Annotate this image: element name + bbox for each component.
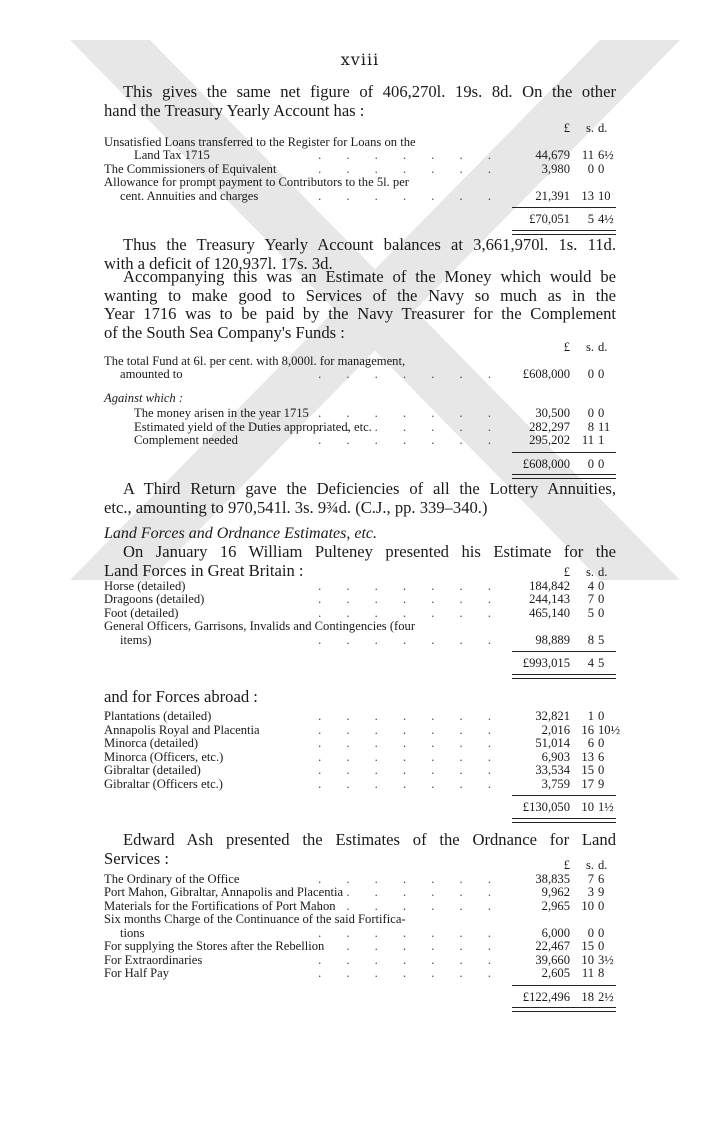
leader-dots: . . . . . . . — [318, 188, 502, 203]
spacer — [104, 382, 616, 392]
amount-pounds: £608,000 — [522, 367, 570, 381]
table-row — [104, 764, 616, 778]
text-line: and for Forces abroad : — [104, 687, 258, 706]
header-pounds: £ — [563, 565, 570, 579]
leader-dots: . . . . . . . — [318, 148, 502, 162]
amount-pounds: 2,965 — [541, 898, 570, 913]
text-line: Edward Ash presented the Estimates of the Ordnance for Land — [123, 830, 616, 849]
row-label: Gibraltar (detailed) — [104, 763, 201, 777]
amount-pence: 0 — [598, 709, 605, 723]
double-rule-row — [104, 815, 616, 823]
amount-shillings: 11 — [581, 966, 594, 980]
row-label: Port Mahon, Gibraltar, Annapolis and Placentia — [104, 885, 344, 899]
amount-pounds: 6,000 — [541, 925, 570, 940]
amount-pence: 6 — [598, 749, 605, 764]
amount-pence: 3½ — [598, 952, 614, 967]
amount-pence: 9 — [598, 776, 605, 791]
leader-dots: . . . . . . . — [318, 592, 502, 606]
amount-pounds: 282,297 — [529, 419, 570, 434]
forces-abroad-table — [104, 709, 621, 823]
table-row — [104, 737, 616, 751]
amount-pounds: 38,835 — [535, 871, 570, 886]
row-label: For Half Pay — [104, 966, 170, 980]
rule-row — [104, 448, 616, 458]
page-number: xviii — [340, 50, 380, 69]
row-label: Horse (detailed) — [104, 578, 186, 593]
amount-pence: 10 — [598, 188, 611, 203]
double-rule — [512, 818, 616, 823]
total-pounds: £993,015 — [522, 656, 570, 670]
amount-shillings: 17 — [581, 776, 594, 791]
treasury-account-table — [104, 122, 616, 235]
amount-shillings: 13 — [581, 749, 594, 764]
leader-dots: . . . . . . . — [318, 605, 502, 620]
total-pence: 0 — [598, 456, 605, 471]
table-row — [104, 634, 616, 648]
amount-pence: 10½ — [598, 722, 621, 737]
text-line: hand the Treasury Yearly Account has : — [104, 100, 365, 120]
text-line: Accompanying this was an Estimate of the Money which would be — [123, 267, 616, 286]
leader-dots: . . . . . . . — [318, 925, 502, 940]
row-label: For supplying the Stores after the Rebellion — [104, 939, 325, 953]
amount-pence: 0 — [598, 406, 605, 420]
header-pence: d. — [598, 565, 608, 579]
total-pence: 2½ — [598, 989, 614, 1004]
amount-pounds: 244,143 — [529, 592, 570, 606]
amount-pounds: 2,605 — [541, 966, 570, 980]
navy-estimate-table — [104, 341, 616, 479]
paragraph-net-figure — [104, 83, 616, 120]
row-label: Plantations (detailed) — [104, 709, 212, 723]
leader-dots: . . . . . . . — [318, 722, 502, 737]
row-label: Materials for the Fortifications of Port Mahon — [104, 898, 336, 913]
text-line: Land Forces in Great Britain : — [104, 560, 304, 580]
section-heading: Land Forces and Ordnance Estimates, etc. — [104, 525, 377, 542]
amount-pounds: 2,016 — [541, 722, 570, 737]
amount-shillings: 4 — [587, 578, 594, 593]
amount-shillings: 7 — [587, 871, 594, 886]
row-label: For Extraordinaries — [104, 952, 203, 967]
row-label: Annapolis Royal and Placentia — [104, 722, 260, 737]
double-rule-row — [104, 471, 616, 479]
table-row — [104, 421, 616, 435]
amount-shillings: 8 — [587, 632, 594, 647]
amount-pence: 1 — [598, 433, 605, 447]
leader-dots: . . . . . . . — [318, 632, 502, 647]
paragraph-lottery — [104, 480, 616, 517]
amount-pence: 0 — [598, 736, 605, 750]
table-row — [104, 778, 616, 792]
row-label: Unsatisfied Loans transferred to the Register for Loans on the — [104, 134, 416, 149]
leader-dots: . . . . . . . — [318, 161, 502, 176]
amount-pounds: 22,467 — [535, 939, 570, 953]
total-row — [104, 801, 616, 815]
row-label: The money arisen in the year 1715 — [134, 406, 309, 420]
amount-shillings: 16 — [581, 722, 594, 737]
amount-pounds: 30,500 — [535, 406, 570, 420]
table-row — [104, 163, 616, 177]
table-row — [104, 967, 616, 981]
sum-rule — [512, 452, 616, 453]
total-pence: 4½ — [598, 212, 614, 226]
double-rule — [512, 1007, 616, 1012]
double-rule — [512, 674, 616, 679]
amount-shillings: 7 — [587, 592, 594, 606]
amount-pence: 0 — [598, 578, 605, 593]
leader-dots: . . . . . . . — [318, 966, 502, 980]
amount-pounds: 32,821 — [535, 709, 570, 723]
text-line: On January 16 William Pulteney presented his Estimate for the — [123, 542, 616, 561]
amount-shillings: 10 — [581, 898, 594, 913]
table-row — [104, 593, 616, 607]
row-label: The total Fund at 6l. per cent. with 8,000l. for management, — [104, 353, 406, 368]
leader-dots: . . . . . . . — [318, 419, 502, 434]
amount-shillings: 11 — [581, 433, 594, 447]
header-pounds: £ — [563, 858, 570, 872]
sum-rule — [512, 795, 616, 796]
text-line: etc., amounting to 970,541l. 3s. 9¾d. (C.J., pp. 339–340.) — [104, 497, 488, 517]
amount-pence: 0 — [598, 161, 605, 176]
amount-pounds: 21,391 — [535, 188, 570, 203]
amount-shillings: 5 — [587, 605, 594, 620]
against-text: Against which : — [104, 390, 184, 405]
table-row — [104, 190, 616, 204]
double-rule-row — [104, 1004, 616, 1012]
total-row — [104, 213, 616, 227]
header-shillings: s. — [585, 565, 594, 579]
row-label: Estimated yield of the Duties appropriated, etc. — [134, 419, 372, 434]
row-label: Foot (detailed) — [104, 605, 179, 620]
paragraph-navy-estimate — [104, 268, 616, 342]
table-row — [104, 368, 616, 382]
amount-shillings: 15 — [581, 939, 594, 953]
text-line: Year 1716 was to be paid by the Navy Treasurer for the Complement — [104, 304, 616, 323]
table-row — [104, 927, 616, 941]
total-shillings: 4 — [587, 656, 594, 670]
row-label: Dragoons (detailed) — [104, 592, 205, 606]
rule-row — [104, 981, 616, 991]
amount-pence: 11 — [598, 419, 611, 434]
ordnance-table — [104, 859, 616, 1012]
header-pence: d. — [598, 858, 608, 872]
text-line: This gives the same net figure of 406,270l. 19s. 8d. On the other — [123, 82, 616, 101]
currency-header — [104, 566, 616, 580]
amount-pence: 0 — [598, 367, 605, 381]
table-row — [104, 607, 616, 621]
total-row — [104, 458, 616, 472]
table-row — [104, 900, 616, 914]
sum-rule — [512, 651, 616, 652]
leader-dots: . . . . . . . — [318, 763, 502, 777]
amount-pence: 6½ — [598, 148, 614, 162]
amount-pence: 0 — [598, 763, 605, 777]
row-label: tions — [120, 925, 145, 940]
amount-shillings: 3 — [587, 885, 594, 899]
amount-pounds: 9,962 — [541, 885, 570, 899]
amount-shillings: 0 — [587, 406, 594, 420]
amount-pounds: 51,014 — [535, 736, 570, 750]
text-line: of the South Sea Company's Funds : — [104, 322, 345, 342]
table-row — [104, 620, 616, 634]
leader-dots: . . . . . . . — [318, 736, 502, 750]
header-pence: d. — [598, 340, 608, 354]
amount-pounds: 465,140 — [529, 605, 570, 620]
amount-pence: 0 — [598, 939, 605, 953]
row-label: General Officers, Garrisons, Invalids and Contingencies (four — [104, 619, 416, 633]
row-label: Minorca (detailed) — [104, 736, 199, 750]
total-pounds: £130,050 — [522, 800, 570, 814]
row-label: Allowance for prompt payment to Contributors to the 5l. per — [104, 175, 409, 189]
table-row — [104, 434, 616, 448]
text-line: A Third Return gave the Deficiencies of all the Lottery Annuities, — [123, 479, 616, 498]
table-row — [104, 176, 616, 190]
row-label: Land Tax 1715 — [134, 148, 210, 162]
text-line: Services : — [104, 848, 169, 868]
amount-pence: 0 — [598, 592, 605, 606]
text-line: with a deficit of 120,937l. 17s. 3d. — [104, 253, 333, 273]
amount-pence: 8 — [598, 966, 605, 980]
amount-shillings: 10 — [581, 952, 594, 967]
amount-pounds: 33,534 — [535, 763, 570, 777]
total-row — [104, 657, 616, 671]
header-shillings: s. — [585, 340, 594, 354]
amount-pence: 9 — [598, 885, 605, 899]
table-row — [104, 149, 616, 163]
row-label: Gibraltar (Officers etc.) — [104, 776, 223, 791]
leader-dots: . . . . . . . — [318, 952, 502, 967]
sum-rule — [512, 207, 616, 208]
leader-dots: . . . . . . . — [318, 776, 502, 791]
currency-header — [104, 122, 616, 136]
currency-header — [104, 859, 616, 873]
against-label — [104, 392, 616, 406]
total-shillings: 5 — [587, 212, 594, 226]
header-pounds: £ — [563, 340, 570, 354]
table-row — [104, 355, 616, 369]
row-label: cent. Annuities and charges — [120, 188, 259, 203]
amount-shillings: 1 — [587, 709, 594, 723]
table-row — [104, 940, 616, 954]
amount-shillings: 15 — [581, 763, 594, 777]
double-rule-row — [104, 227, 616, 235]
row-label: The Ordinary of the Office — [104, 871, 240, 886]
total-shillings: 18 — [581, 989, 594, 1004]
total-pence: 5 — [598, 656, 605, 670]
table-row — [104, 954, 616, 968]
table-row — [104, 710, 616, 724]
land-forces-table — [104, 566, 616, 679]
amount-pence: 6 — [598, 871, 605, 886]
amount-pounds: 39,660 — [535, 952, 570, 967]
row-label: Six months Charge of the Continuance of the said Fortifica- — [104, 912, 406, 926]
amount-shillings: 6 — [587, 736, 594, 750]
amount-shillings: 0 — [587, 925, 594, 940]
table-row — [104, 136, 616, 150]
header-shillings: s. — [585, 858, 594, 872]
row-label: Complement needed — [134, 433, 238, 447]
amount-shillings: 0 — [587, 161, 594, 176]
leader-dots: . . . . . . . — [318, 898, 502, 913]
leader-dots: . . . . . . . — [318, 871, 502, 886]
total-pounds: £122,496 — [522, 989, 570, 1004]
leader-dots: . . . . . . . — [318, 406, 502, 420]
row-label: Minorca (Officers, etc.) — [104, 749, 224, 764]
currency-header — [104, 341, 616, 355]
row-label: items) — [120, 632, 152, 647]
total-pounds: £608,000 — [522, 456, 570, 471]
table-row — [104, 722, 621, 738]
total-pounds: £70,051 — [529, 212, 570, 226]
leader-dots: . . . . . . . — [318, 885, 502, 899]
total-row — [104, 991, 616, 1005]
table-row — [104, 873, 616, 887]
total-pence: 1½ — [598, 800, 614, 814]
amount-pounds: 184,842 — [529, 578, 570, 593]
table-row — [104, 886, 616, 900]
row-label: The Commissioners of Equivalent — [104, 161, 277, 176]
row-label: amounted to — [120, 367, 183, 381]
table-row — [104, 580, 616, 594]
leader-dots: . . . . . . . — [318, 709, 502, 723]
header-pounds: £ — [563, 121, 570, 135]
leader-dots: . . . . . . . — [318, 578, 502, 593]
amount-pounds: 3,759 — [541, 776, 570, 791]
header-pence: d. — [598, 121, 608, 135]
sum-rule — [512, 985, 616, 986]
header-shillings: s. — [585, 121, 594, 135]
amount-shillings: 0 — [587, 367, 594, 381]
amount-pounds: 6,903 — [541, 749, 570, 764]
table-row — [104, 407, 616, 421]
amount-pence: 0 — [598, 925, 605, 940]
paragraph-forces-abroad — [104, 688, 616, 707]
amount-shillings: 13 — [581, 188, 594, 203]
text-line: Thus the Treasury Yearly Account balances at 3,661,970l. 1s. 11d. — [123, 235, 616, 254]
amount-pounds: 44,679 — [535, 148, 570, 162]
leader-dots: . . . . . . . — [318, 749, 502, 764]
table-row — [104, 913, 616, 927]
total-shillings: 0 — [587, 456, 594, 471]
amount-pounds: 295,202 — [529, 433, 570, 447]
text-line: wanting to make good to Services of the Navy so much as in the — [104, 285, 616, 305]
leader-dots: . . . . . . . — [318, 939, 502, 953]
double-rule — [512, 230, 616, 235]
total-shillings: 10 — [581, 800, 594, 814]
leader-dots: . . . . . . . — [318, 367, 502, 381]
amount-pounds: 98,889 — [535, 632, 570, 647]
amount-pounds: 3,980 — [541, 161, 570, 176]
amount-pence: 0 — [598, 898, 605, 913]
amount-pence: 0 — [598, 605, 605, 620]
amount-shillings: 11 — [581, 148, 594, 162]
amount-pence: 5 — [598, 632, 605, 647]
table-row — [104, 751, 616, 765]
amount-shillings: 8 — [587, 419, 594, 434]
leader-dots: . . . . . . . — [318, 433, 502, 447]
double-rule-row — [104, 671, 616, 679]
